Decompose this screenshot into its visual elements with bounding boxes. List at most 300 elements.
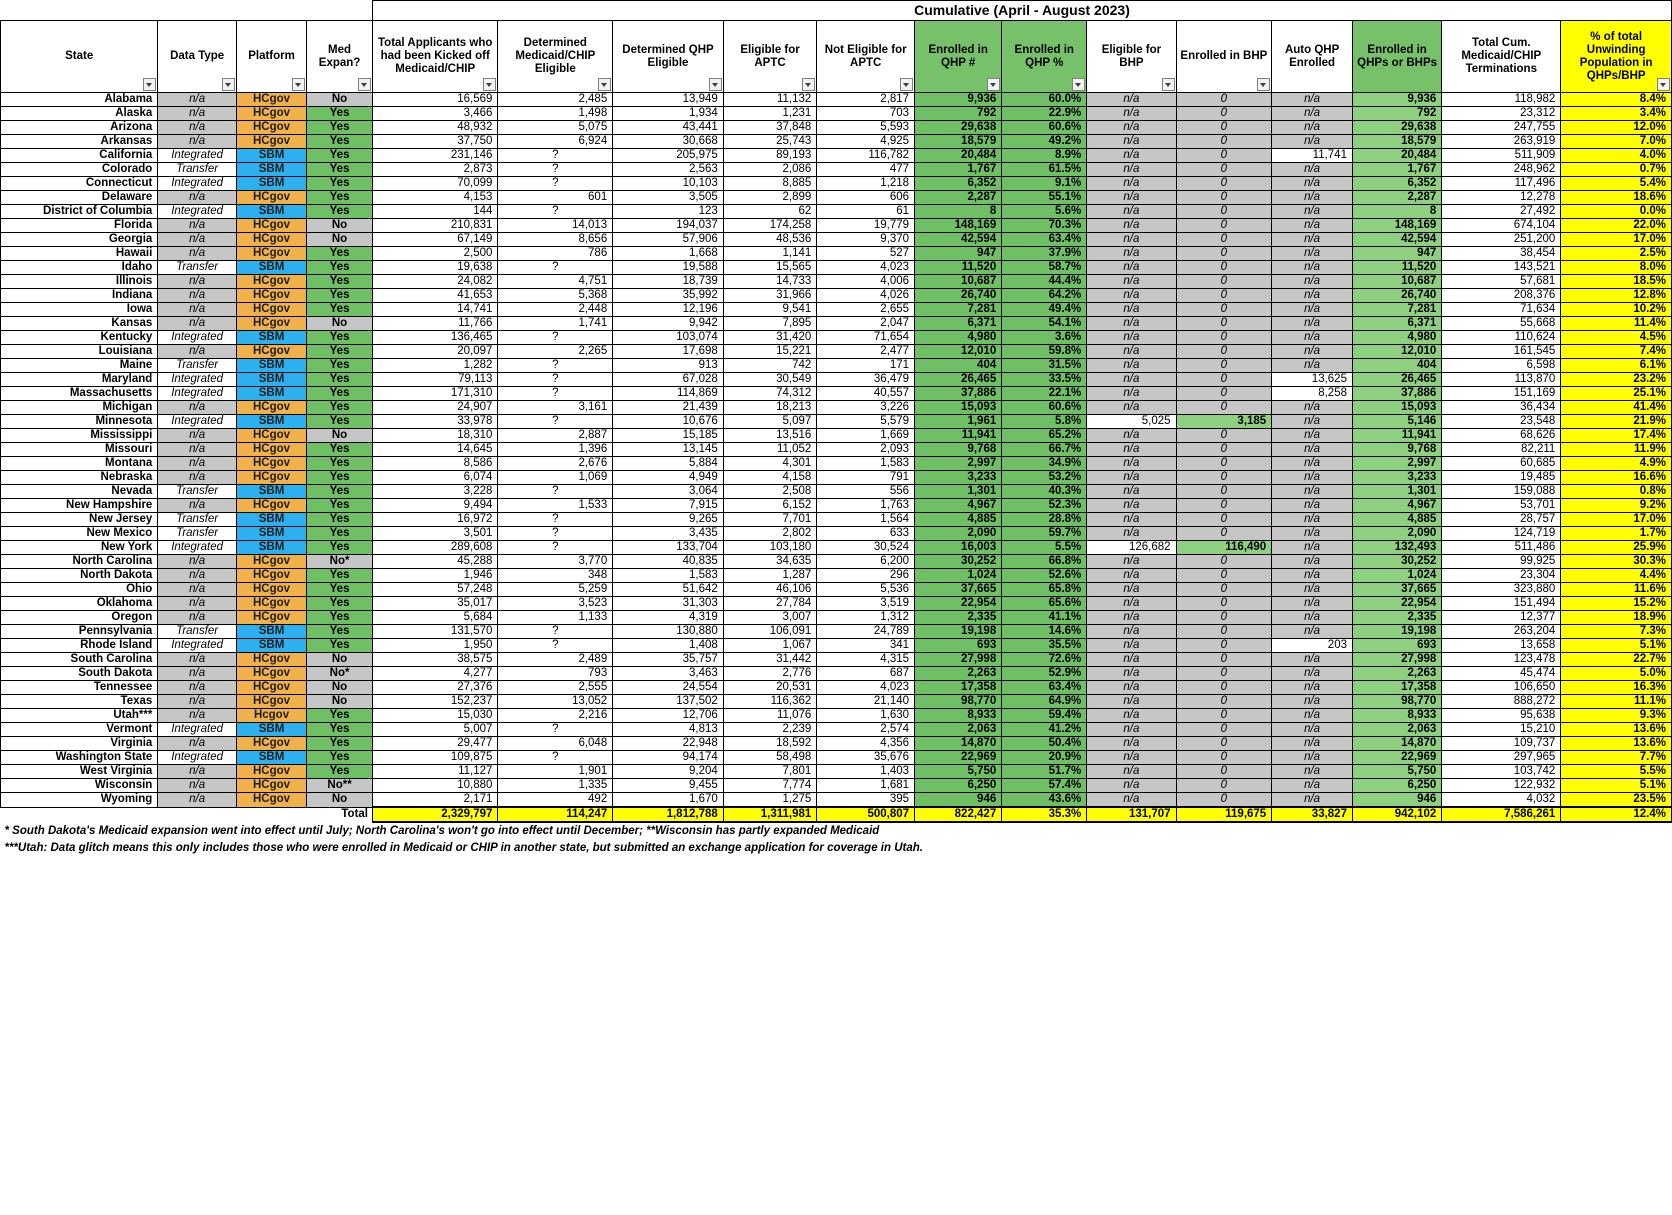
cell-enrolled-bhp: 0 xyxy=(1176,373,1272,387)
cell-determined-qhp-eligible: 3,064 xyxy=(613,485,724,499)
cell-pct-unwinding: 25.1% xyxy=(1561,387,1672,401)
cell-total-terminations: 248,962 xyxy=(1442,163,1561,177)
cell-eligible-aptc: 46,106 xyxy=(723,583,817,597)
cell-med-expan: Yes xyxy=(307,163,373,177)
cell-platform: HCgov xyxy=(236,555,306,569)
cell-enrolled-qhps-bhps: 8 xyxy=(1352,205,1441,219)
cell-eligible-aptc: 62 xyxy=(723,205,817,219)
cell-enrolled-qhp-pct: 66.8% xyxy=(1002,555,1087,569)
cell-enrolled-qhp-num: 27,998 xyxy=(915,653,1002,667)
cell-enrolled-qhps-bhps: 20,484 xyxy=(1352,149,1441,163)
cell-total-terminations: 23,312 xyxy=(1442,107,1561,121)
column-header-med-expan xyxy=(307,21,373,93)
cell-determined-qhp-eligible: 913 xyxy=(613,359,724,373)
cell-determined-medicaid-eligible: 4,751 xyxy=(498,275,613,289)
table-row xyxy=(1,695,1672,709)
header-label: Data Type xyxy=(170,50,225,62)
cell-total-terminations: 23,304 xyxy=(1442,569,1561,583)
cell-enrolled-bhp: 0 xyxy=(1176,317,1272,331)
cell-determined-qhp-eligible: 130,880 xyxy=(613,625,724,639)
cell-auto-qhp-enrolled: n/a xyxy=(1272,737,1353,751)
cell-total-terminations: 103,742 xyxy=(1442,765,1561,779)
cell-pct-unwinding: 30.3% xyxy=(1561,555,1672,569)
filter-icon[interactable] xyxy=(1657,78,1670,91)
cell-auto-qhp-enrolled: n/a xyxy=(1272,261,1353,275)
cell-auto-qhp-enrolled: n/a xyxy=(1272,163,1353,177)
cell-auto-qhp-enrolled: n/a xyxy=(1272,751,1353,765)
cell-eligible-bhp: n/a xyxy=(1087,779,1176,793)
cell-enrolled-bhp: 0 xyxy=(1176,527,1272,541)
cell-eligible-aptc: 11,132 xyxy=(723,93,817,107)
cell-total-terminations: 23,548 xyxy=(1442,415,1561,429)
cell-total-terminations: 161,545 xyxy=(1442,345,1561,359)
cell-not-eligible-aptc: 527 xyxy=(817,247,915,261)
cell-eligible-aptc: 9,541 xyxy=(723,303,817,317)
cell-med-expan: Yes xyxy=(307,737,373,751)
cell-total-terminations: 888,272 xyxy=(1442,695,1561,709)
cell-eligible-bhp: n/a xyxy=(1087,317,1176,331)
table-row xyxy=(1,611,1672,625)
cell-determined-qhp-eligible: 13,949 xyxy=(613,93,724,107)
cell-eligible-bhp: n/a xyxy=(1087,681,1176,695)
cell-eligible-bhp: n/a xyxy=(1087,737,1176,751)
cell-not-eligible-aptc: 21,140 xyxy=(817,695,915,709)
cell-data-type: n/a xyxy=(158,93,237,107)
cell-eligible-bhp: n/a xyxy=(1087,611,1176,625)
filter-icon[interactable] xyxy=(802,78,815,91)
cell-determined-medicaid-eligible: ? xyxy=(498,373,613,387)
cell-total-terminations: 208,376 xyxy=(1442,289,1561,303)
cell-auto-qhp-enrolled: n/a xyxy=(1272,233,1353,247)
cell-eligible-bhp: n/a xyxy=(1087,289,1176,303)
cell-enrolled-qhp-num: 8,933 xyxy=(915,709,1002,723)
cell-platform: SBM xyxy=(236,205,306,219)
cell-pct-unwinding: 17.0% xyxy=(1561,233,1672,247)
cell-eligible-bhp: n/a xyxy=(1087,359,1176,373)
cell-eligible-bhp: n/a xyxy=(1087,527,1176,541)
cell-med-expan: Yes xyxy=(307,485,373,499)
page-title: Cumulative (April - August 2023) xyxy=(373,1,1672,21)
cell-platform: HCgov xyxy=(236,457,306,471)
cell-auto-qhp-enrolled: n/a xyxy=(1272,303,1353,317)
cell-eligible-aptc: 106,091 xyxy=(723,625,817,639)
column-header-enrolled-qhp-pct xyxy=(1002,21,1087,93)
cell-not-eligible-aptc: 6,200 xyxy=(817,555,915,569)
cell-enrolled-qhps-bhps: 98,770 xyxy=(1352,695,1441,709)
cell-determined-medicaid-eligible: 2,887 xyxy=(498,429,613,443)
cell-auto-qhp-enrolled: n/a xyxy=(1272,415,1353,429)
cell-platform: SBM xyxy=(236,387,306,401)
cell-enrolled-qhp-pct: 43.6% xyxy=(1002,793,1087,808)
cell-med-expan: Yes xyxy=(307,569,373,583)
cell-eligible-bhp: n/a xyxy=(1087,457,1176,471)
table-row xyxy=(1,93,1672,107)
cell-pct-unwinding: 10.2% xyxy=(1561,303,1672,317)
cell-enrolled-bhp: 0 xyxy=(1176,247,1272,261)
cell-total-applicants: 11,766 xyxy=(373,317,498,331)
cell-pct-unwinding: 12.0% xyxy=(1561,121,1672,135)
cell-determined-medicaid-eligible: ? xyxy=(498,625,613,639)
total-determined-qhp: 1,812,788 xyxy=(613,807,724,822)
total-total-applicants: 2,329,797 xyxy=(373,807,498,822)
column-header-eligible-aptc xyxy=(723,21,817,93)
cell-enrolled-qhp-num: 15,093 xyxy=(915,401,1002,415)
cell-data-type: Transfer xyxy=(158,261,237,275)
cell-platform: SBM xyxy=(236,149,306,163)
cell-determined-qhp-eligible: 15,185 xyxy=(613,429,724,443)
cell-enrolled-qhp-pct: 52.6% xyxy=(1002,569,1087,583)
cell-pct-unwinding: 5.4% xyxy=(1561,177,1672,191)
cell-enrolled-bhp: 0 xyxy=(1176,443,1272,457)
cell-enrolled-bhp: 0 xyxy=(1176,625,1272,639)
cell-total-applicants: 14,741 xyxy=(373,303,498,317)
cell-data-type: n/a xyxy=(158,289,237,303)
cell-state: Florida xyxy=(1,219,158,233)
cell-med-expan: Yes xyxy=(307,597,373,611)
cell-enrolled-bhp: 0 xyxy=(1176,107,1272,121)
filter-icon[interactable] xyxy=(1162,78,1175,91)
cell-total-applicants: 29,477 xyxy=(373,737,498,751)
cell-enrolled-qhp-pct: 8.9% xyxy=(1002,149,1087,163)
cell-pct-unwinding: 13.6% xyxy=(1561,737,1672,751)
cell-eligible-aptc: 13,516 xyxy=(723,429,817,443)
cell-enrolled-qhps-bhps: 22,954 xyxy=(1352,597,1441,611)
cell-not-eligible-aptc: 1,630 xyxy=(817,709,915,723)
cell-total-terminations: 99,925 xyxy=(1442,555,1561,569)
cell-med-expan: No xyxy=(307,695,373,709)
cell-eligible-aptc: 31,442 xyxy=(723,653,817,667)
cell-eligible-bhp: n/a xyxy=(1087,135,1176,149)
cell-auto-qhp-enrolled: n/a xyxy=(1272,541,1353,555)
cell-enrolled-qhp-pct: 28.8% xyxy=(1002,513,1087,527)
cell-not-eligible-aptc: 1,763 xyxy=(817,499,915,513)
cell-med-expan: Yes xyxy=(307,709,373,723)
table-row xyxy=(1,289,1672,303)
cell-determined-medicaid-eligible: 2,555 xyxy=(498,681,613,695)
column-header-eligible-bhp xyxy=(1087,21,1176,93)
cell-not-eligible-aptc: 1,218 xyxy=(817,177,915,191)
cell-state: West Virginia xyxy=(1,765,158,779)
cell-total-applicants: 10,880 xyxy=(373,779,498,793)
cell-data-type: n/a xyxy=(158,667,237,681)
cell-enrolled-bhp: 3,185 xyxy=(1176,415,1272,429)
table-row xyxy=(1,471,1672,485)
cell-total-terminations: 151,169 xyxy=(1442,387,1561,401)
cell-state: Tennessee xyxy=(1,681,158,695)
cell-total-terminations: 159,088 xyxy=(1442,485,1561,499)
cell-enrolled-qhp-pct: 49.2% xyxy=(1002,135,1087,149)
cell-eligible-aptc: 34,635 xyxy=(723,555,817,569)
cell-data-type: Integrated xyxy=(158,331,237,345)
cell-determined-qhp-eligible: 9,265 xyxy=(613,513,724,527)
cell-total-applicants: 70,099 xyxy=(373,177,498,191)
cell-platform: SBM xyxy=(236,527,306,541)
cell-eligible-aptc: 30,549 xyxy=(723,373,817,387)
filter-icon[interactable] xyxy=(222,78,235,91)
cell-eligible-aptc: 1,287 xyxy=(723,569,817,583)
table-row xyxy=(1,387,1672,401)
cell-pct-unwinding: 18.6% xyxy=(1561,191,1672,205)
cell-eligible-bhp: 5,025 xyxy=(1087,415,1176,429)
cell-not-eligible-aptc: 3,519 xyxy=(817,597,915,611)
cell-eligible-bhp: n/a xyxy=(1087,695,1176,709)
cell-eligible-bhp: n/a xyxy=(1087,639,1176,653)
filter-icon[interactable] xyxy=(900,78,913,91)
cell-enrolled-qhp-num: 8 xyxy=(915,205,1002,219)
cell-total-terminations: 4,032 xyxy=(1442,793,1561,808)
title-spacer-3 xyxy=(236,1,306,21)
cell-pct-unwinding: 5.1% xyxy=(1561,779,1672,793)
cell-total-applicants: 24,082 xyxy=(373,275,498,289)
cell-state: Arkansas xyxy=(1,135,158,149)
cell-med-expan: Yes xyxy=(307,107,373,121)
cell-platform: SBM xyxy=(236,163,306,177)
filter-icon[interactable] xyxy=(483,78,496,91)
cell-state: Idaho xyxy=(1,261,158,275)
cell-enrolled-qhps-bhps: 3,233 xyxy=(1352,471,1441,485)
cell-pct-unwinding: 4.4% xyxy=(1561,569,1672,583)
column-header-determined-qhp-eligible xyxy=(613,21,724,93)
table-row xyxy=(1,583,1672,597)
cell-determined-qhp-eligible: 1,668 xyxy=(613,247,724,261)
cell-auto-qhp-enrolled: n/a xyxy=(1272,471,1353,485)
cell-eligible-bhp: n/a xyxy=(1087,163,1176,177)
table-row xyxy=(1,765,1672,779)
cell-not-eligible-aptc: 1,669 xyxy=(817,429,915,443)
table-row xyxy=(1,429,1672,443)
cell-eligible-bhp: n/a xyxy=(1087,555,1176,569)
cell-data-type: Integrated xyxy=(158,177,237,191)
header-label: Med Expan? xyxy=(318,43,361,69)
cell-enrolled-bhp: 0 xyxy=(1176,359,1272,373)
cell-auto-qhp-enrolled: n/a xyxy=(1272,583,1353,597)
column-header-enrolled-qhps-bhps xyxy=(1352,21,1441,93)
cell-enrolled-qhp-pct: 33.5% xyxy=(1002,373,1087,387)
cell-determined-qhp-eligible: 94,174 xyxy=(613,751,724,765)
cell-enrolled-qhp-num: 404 xyxy=(915,359,1002,373)
cell-med-expan: Yes xyxy=(307,751,373,765)
cell-total-terminations: 55,668 xyxy=(1442,317,1561,331)
cell-med-expan: No xyxy=(307,681,373,695)
filter-icon[interactable] xyxy=(358,78,371,91)
cell-enrolled-bhp: 0 xyxy=(1176,737,1272,751)
cell-data-type: n/a xyxy=(158,303,237,317)
cell-auto-qhp-enrolled: n/a xyxy=(1272,457,1353,471)
table-row xyxy=(1,205,1672,219)
cell-not-eligible-aptc: 9,370 xyxy=(817,233,915,247)
cell-enrolled-qhp-pct: 54.1% xyxy=(1002,317,1087,331)
cell-enrolled-bhp: 0 xyxy=(1176,457,1272,471)
cell-eligible-aptc: 8,885 xyxy=(723,177,817,191)
cell-eligible-bhp: n/a xyxy=(1087,723,1176,737)
cell-not-eligible-aptc: 116,782 xyxy=(817,149,915,163)
cell-auto-qhp-enrolled: n/a xyxy=(1272,135,1353,149)
cell-total-applicants: 2,171 xyxy=(373,793,498,808)
filter-icon[interactable] xyxy=(987,78,1000,91)
cell-enrolled-qhp-num: 22,969 xyxy=(915,751,1002,765)
cell-eligible-bhp: 126,682 xyxy=(1087,541,1176,555)
cell-enrolled-qhp-pct: 65.8% xyxy=(1002,583,1087,597)
cell-enrolled-qhp-num: 3,233 xyxy=(915,471,1002,485)
cell-enrolled-qhp-num: 2,063 xyxy=(915,723,1002,737)
table-row xyxy=(1,317,1672,331)
cell-total-applicants: 4,277 xyxy=(373,667,498,681)
cell-auto-qhp-enrolled: n/a xyxy=(1272,275,1353,289)
header-label: Total Cum. Medicaid/CHIP Terminations xyxy=(1461,37,1542,75)
cell-pct-unwinding: 5.0% xyxy=(1561,667,1672,681)
cell-enrolled-qhps-bhps: 4,885 xyxy=(1352,513,1441,527)
cell-platform: SBM xyxy=(236,485,306,499)
cell-determined-qhp-eligible: 9,942 xyxy=(613,317,724,331)
filter-icon[interactable] xyxy=(1072,78,1085,91)
cell-state: Colorado xyxy=(1,163,158,177)
cell-med-expan: Yes xyxy=(307,765,373,779)
filter-icon[interactable] xyxy=(292,78,305,91)
cell-enrolled-bhp: 0 xyxy=(1176,163,1272,177)
cell-total-terminations: 122,932 xyxy=(1442,779,1561,793)
cell-enrolled-qhp-pct: 49.4% xyxy=(1002,303,1087,317)
cell-not-eligible-aptc: 40,557 xyxy=(817,387,915,401)
cell-determined-medicaid-eligible: 1,498 xyxy=(498,107,613,121)
cell-enrolled-qhp-num: 98,770 xyxy=(915,695,1002,709)
cell-determined-medicaid-eligible: 13,052 xyxy=(498,695,613,709)
cell-determined-qhp-eligible: 2,563 xyxy=(613,163,724,177)
cell-total-applicants: 5,684 xyxy=(373,611,498,625)
cell-total-applicants: 8,586 xyxy=(373,457,498,471)
cell-eligible-bhp: n/a xyxy=(1087,443,1176,457)
cell-enrolled-qhp-num: 2,090 xyxy=(915,527,1002,541)
cell-state: Kansas xyxy=(1,317,158,331)
cell-enrolled-qhp-pct: 63.4% xyxy=(1002,681,1087,695)
cell-auto-qhp-enrolled: n/a xyxy=(1272,345,1353,359)
cell-enrolled-qhp-pct: 65.2% xyxy=(1002,429,1087,443)
cell-total-applicants: 45,288 xyxy=(373,555,498,569)
cell-data-type: n/a xyxy=(158,737,237,751)
cell-state: Washington State xyxy=(1,751,158,765)
table-row xyxy=(1,275,1672,289)
cell-enrolled-qhp-num: 17,358 xyxy=(915,681,1002,695)
cell-pct-unwinding: 9.2% xyxy=(1561,499,1672,513)
cell-auto-qhp-enrolled: 13,625 xyxy=(1272,373,1353,387)
cell-platform: HCgov xyxy=(236,471,306,485)
cell-platform: HCgov xyxy=(236,219,306,233)
cell-total-applicants: 231,146 xyxy=(373,149,498,163)
cell-total-terminations: 6,598 xyxy=(1442,359,1561,373)
total-auto-qhp: 33,827 xyxy=(1272,807,1353,822)
cell-pct-unwinding: 23.2% xyxy=(1561,373,1672,387)
cell-not-eligible-aptc: 2,574 xyxy=(817,723,915,737)
cell-enrolled-qhp-num: 6,371 xyxy=(915,317,1002,331)
cell-enrolled-bhp: 0 xyxy=(1176,471,1272,485)
filter-icon[interactable] xyxy=(598,78,611,91)
cell-pct-unwinding: 16.3% xyxy=(1561,681,1672,695)
cell-determined-medicaid-eligible: 601 xyxy=(498,191,613,205)
cell-eligible-aptc: 174,258 xyxy=(723,219,817,233)
cell-platform: SBM xyxy=(236,639,306,653)
cell-auto-qhp-enrolled: n/a xyxy=(1272,359,1353,373)
cell-state: Texas xyxy=(1,695,158,709)
cell-not-eligible-aptc: 171 xyxy=(817,359,915,373)
cell-determined-medicaid-eligible: ? xyxy=(498,527,613,541)
cell-determined-medicaid-eligible: 3,161 xyxy=(498,401,613,415)
cell-eligible-aptc: 48,536 xyxy=(723,233,817,247)
cell-pct-unwinding: 22.7% xyxy=(1561,653,1672,667)
cell-auto-qhp-enrolled: n/a xyxy=(1272,331,1353,345)
cell-determined-qhp-eligible: 10,103 xyxy=(613,177,724,191)
cell-auto-qhp-enrolled: n/a xyxy=(1272,709,1353,723)
cell-eligible-aptc: 31,966 xyxy=(723,289,817,303)
cell-auto-qhp-enrolled: n/a xyxy=(1272,247,1353,261)
cell-data-type: n/a xyxy=(158,135,237,149)
cell-state: Indiana xyxy=(1,289,158,303)
cell-data-type: n/a xyxy=(158,233,237,247)
cell-pct-unwinding: 7.0% xyxy=(1561,135,1672,149)
filter-icon[interactable] xyxy=(1257,78,1270,91)
cell-state: Ohio xyxy=(1,583,158,597)
cell-eligible-aptc: 11,076 xyxy=(723,709,817,723)
cell-determined-qhp-eligible: 114,869 xyxy=(613,387,724,401)
cell-total-applicants: 3,228 xyxy=(373,485,498,499)
cell-platform: HCgov xyxy=(236,667,306,681)
cell-enrolled-qhps-bhps: 4,980 xyxy=(1352,331,1441,345)
filter-icon[interactable] xyxy=(143,78,156,91)
cell-enrolled-qhp-num: 16,003 xyxy=(915,541,1002,555)
table-row xyxy=(1,233,1672,247)
cell-auto-qhp-enrolled: n/a xyxy=(1272,625,1353,639)
cell-state: Illinois xyxy=(1,275,158,289)
column-header-pct-unwinding xyxy=(1561,21,1672,93)
cell-enrolled-bhp: 0 xyxy=(1176,331,1272,345)
cell-total-terminations: 251,200 xyxy=(1442,233,1561,247)
header-row xyxy=(1,21,1672,93)
cell-determined-qhp-eligible: 40,835 xyxy=(613,555,724,569)
cell-data-type: n/a xyxy=(158,583,237,597)
column-header-state xyxy=(1,21,158,93)
cell-enrolled-bhp: 0 xyxy=(1176,765,1272,779)
cell-total-terminations: 297,965 xyxy=(1442,751,1561,765)
cell-platform: HCgov xyxy=(236,275,306,289)
filter-icon[interactable] xyxy=(709,78,722,91)
cell-data-type: n/a xyxy=(158,653,237,667)
cell-enrolled-qhp-num: 11,520 xyxy=(915,261,1002,275)
cell-total-terminations: 12,377 xyxy=(1442,611,1561,625)
cell-pct-unwinding: 4.0% xyxy=(1561,149,1672,163)
cell-data-type: n/a xyxy=(158,779,237,793)
cell-eligible-bhp: n/a xyxy=(1087,625,1176,639)
cell-enrolled-qhp-num: 22,954 xyxy=(915,597,1002,611)
cell-enrolled-qhp-pct: 61.5% xyxy=(1002,163,1087,177)
cell-state: Vermont xyxy=(1,723,158,737)
cell-enrolled-qhp-num: 9,936 xyxy=(915,93,1002,107)
table-row xyxy=(1,667,1672,681)
cell-eligible-aptc: 27,784 xyxy=(723,597,817,611)
cell-enrolled-qhp-pct: 64.2% xyxy=(1002,289,1087,303)
cell-platform: HCgov xyxy=(236,289,306,303)
cell-enrolled-bhp: 0 xyxy=(1176,387,1272,401)
cell-med-expan: Yes xyxy=(307,457,373,471)
cell-total-terminations: 123,478 xyxy=(1442,653,1561,667)
cell-state: Maryland xyxy=(1,373,158,387)
cell-total-terminations: 12,278 xyxy=(1442,191,1561,205)
cell-not-eligible-aptc: 687 xyxy=(817,667,915,681)
cell-enrolled-qhps-bhps: 693 xyxy=(1352,639,1441,653)
total-spacer xyxy=(1,807,307,822)
cell-data-type: Integrated xyxy=(158,373,237,387)
cell-pct-unwinding: 4.5% xyxy=(1561,331,1672,345)
cell-determined-medicaid-eligible: 1,741 xyxy=(498,317,613,331)
cell-state: California xyxy=(1,149,158,163)
cell-enrolled-bhp: 0 xyxy=(1176,779,1272,793)
